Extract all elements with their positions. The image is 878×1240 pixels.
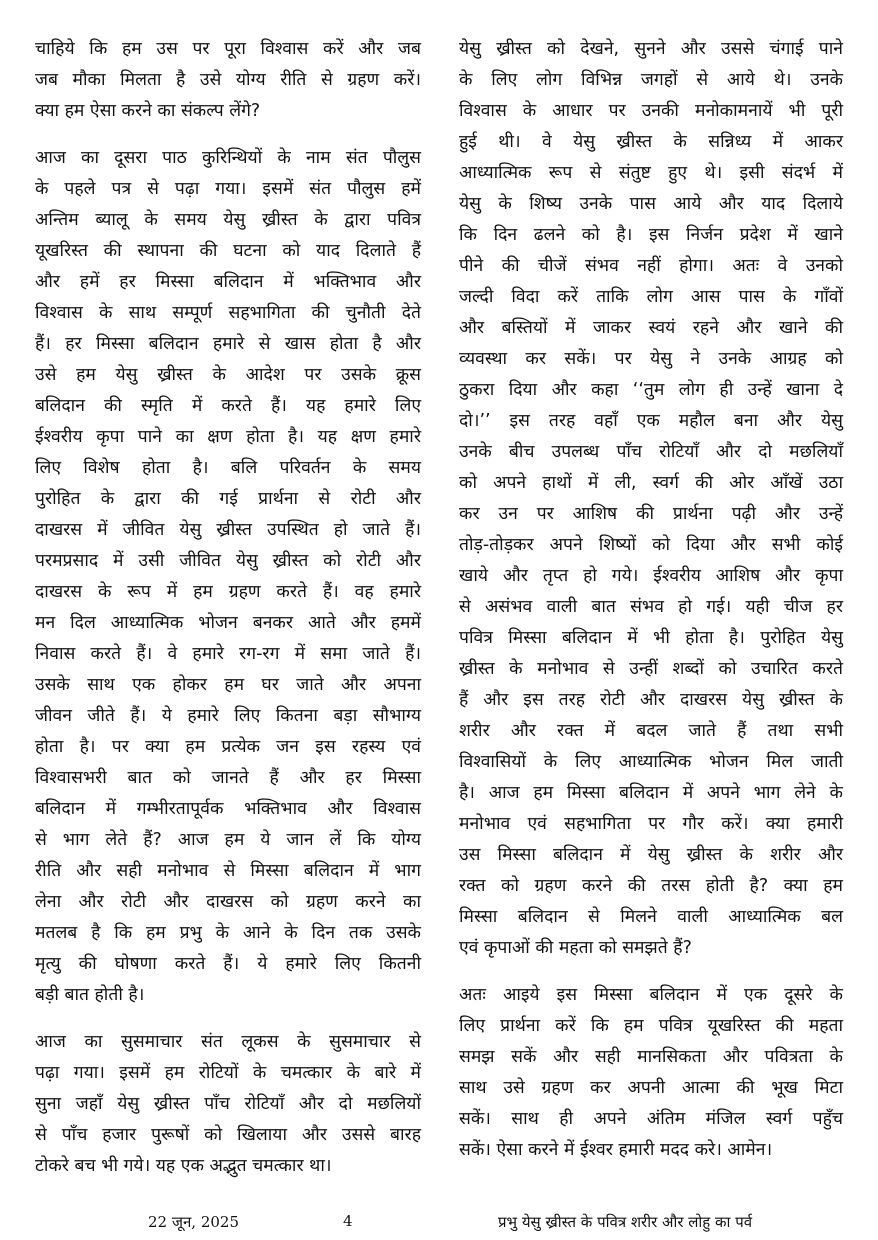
text-line: लिए प्रार्थना करें कि हम पवित्र यूखरिस्त की महता [459,1016,843,1036]
text-line: दाखरस के रूप में हम ग्रहण करते हैं। वह हमारे [35,582,421,602]
text-line: विश्वासभरी बात को जानते हैं और हर मिस्सा [35,768,421,788]
text-line: के पहले पत्र से पढ़ा गया। इसमें संत पौलुस हमें [35,179,421,199]
text-line: आज का सुसमाचार संत लूकस के सुसमाचार से [35,1032,421,1052]
text-line: और हमें हर मिस्सा बलिदान में भक्तिभाव और [35,272,421,292]
text-line: हुई थी। वे येसु ख्रीस्त के सन्निध्य में आकर [459,132,843,152]
text-line: आध्यात्मिक रूप से संतुष्ट हुए थे। इसी संदर्भ में [459,163,843,183]
text-line: और बस्तियों में जाकर स्वयं रहने और खाने की [459,318,843,338]
text-line: होता है। पर क्या हम प्रत्येक जन इस रहस्य एवं [35,737,421,757]
text-line: पवित्र मिस्सा बलिदान में भी होता है। पुरोहित येसु [459,628,843,648]
text-line: जीवन जीते हैं। ये हमारे लिए कितना बड़ा सौभाग्य [35,706,421,726]
text-line: को अपने हाथों में ली, स्वर्ग की ओर आँखें उठा [459,473,843,493]
text-line: बलिदान की स्मृति में करते हैं। यह हमारे लिए [35,396,421,416]
page-number: 4 [343,1212,353,1230]
text-line: से भाग लेते हैं? आज हम ये जान लें कि योग्य [35,830,421,850]
paragraph [459,980,843,1166]
text-line: मनोभाव एवं सहभागिता पर गौर करें। क्या हमारी [459,814,843,834]
right-column [459,34,843,1182]
text-line: के लिए लोग विभिन्न जगहों से आये थे। उनके [459,70,843,90]
text-line: लिए विशेष होता है। बलि परिवर्तन के समय [35,458,421,478]
text-line: रक्त को ग्रहण करने की तरस होती है? क्या हम [459,876,843,896]
text-line: उनके बीच उपलब्ध पाँच रोटियाँ और दो मछलियाँ [459,442,843,462]
text-line: टोकरे बच भी गये। यह एक अद्भुत चमत्कार था। [35,1156,332,1176]
text-line: जब मौका मिलता है उसे योग्य रीति से ग्रहण करें। [35,70,421,90]
footer-date: 22 जून, 2025 [148,1213,240,1231]
text-line: ख्रीस्त के मनोभाव से उन्हीं शब्दों को उचारित करते [459,659,843,679]
text-line: साथ उसे ग्रहण कर अपनी आत्मा की भूख मिटा [459,1078,843,1098]
text-line: तोड़-तोड़कर अपने शिष्यों को दिया और सभी कोई [459,535,843,555]
footer-title: प्रभु येसु ख्रीस्त के पवित्र शरीर और लोहु का पर्व [498,1213,753,1231]
text-line: ठुकरा दिया और कहा ‘‘तुम लोग ही उन्हें खाना दे [459,380,843,400]
text-line: येसु के शिष्य उनके पास आये और याद दिलाये [459,194,843,214]
left-column [35,34,421,1198]
text-line: यूखरिस्त की स्थापना की घटना को याद दिलाते हैं [35,241,421,261]
text-line: सकें। ऐसा करने में ईश्वर हमारी मदद करे। आमेन। [459,1140,773,1160]
text-line: मन दिल आध्यात्मिक भोजन बनकर आते और हममें [35,613,421,633]
text-line: उसके साथ एक होकर हम घर जाते और अपना [35,675,421,695]
text-line: विश्वासियों के लिए आध्यात्मिक भोजन मिल जाती [459,752,843,772]
paragraph [35,34,421,127]
text-line: रीति और सही मनोभाव से मिस्सा बलिदान में भाग [35,861,421,881]
text-line: हैं। हर मिस्सा बलिदान हमारे से खास होता है और [35,334,421,354]
text-line: उसे हम येसु ख्रीस्त के आदेश पर उसके क्रूस [35,365,421,385]
text-line: बलिदान में गम्भीरतापूर्वक भक्तिभाव और विश्वास [35,799,421,819]
text-line: मतलब है कि हम प्रभु के आने के दिन तक उसके [35,923,421,943]
text-line: दो।’’ इस तरह वहाँ एक महौल बना और येसु [459,411,843,431]
text-line: पीने की चीजें संभव नहीं होगा। अतः वे उनको [459,256,843,276]
text-line: अन्तिम ब्यालू के समय येसु ख्रीस्त के द्वारा पवित्र [35,210,421,230]
text-line: कि दिन ढलने को है। इस निर्जन प्रदेश में खाने [459,225,843,245]
text-line: सुना जहाँ येसु ख्रीस्त पाँच रोटियाँ और दो मछलियों [35,1094,421,1114]
text-line: ईश्वरीय कृपा पाने का क्षण होता है। यह क्षण हमारे [35,427,421,447]
text-line: दाखरस में जीवित येसु ख्रीस्त उपस्थित हो जाते हैं। [35,520,421,540]
text-line: लेना और रोटी और दाखरस को ग्रहण करने का [35,892,421,912]
text-line: समझ सकें और सही मानसिकता और पवित्रता के [459,1047,843,1067]
page-footer [0,1212,878,1236]
paragraph [35,1027,421,1182]
paragraph [459,34,843,964]
text-line: उस मिस्सा बलिदान में येसु ख्रीस्त के शरीर और [459,845,843,865]
text-line: परमप्रसाद में उसी जीवित येसु ख्रीस्त को रोटी और [35,551,421,571]
text-line: जल्दी विदा करें ताकि लोग आस पास के गाँवों [459,287,843,307]
text-line: बड़ी बात होती है। [35,985,145,1005]
text-line: मृत्यु की घोषणा करते हैं। ये हमारे लिए कितनी [35,954,421,974]
text-line: अतः आइये इस मिस्सा बलिदान में एक दूसरे के [459,985,843,1005]
text-line: येसु ख्रीस्त को देखने, सुनने और उससे चंगाई पाने [459,39,843,59]
text-line: पढ़ा गया। इसमें हम रोटियों के चमत्कार के बारे में [35,1063,421,1083]
text-line: आज का दूसरा पाठ कुरिन्थियों के नाम संत पौलुस [35,148,421,168]
text-line: खाये और तृप्त हो गये। ईश्वरीय आशिष और कृपा [459,566,843,586]
text-line: पुरोहित के द्वारा की गई प्रार्थना से रोटी और [35,489,421,509]
text-line: क्या हम ऐसा करने का संकल्प लेंगे? [35,101,261,121]
text-line: शरीर और रक्त में बदल जाते हैं तथा सभी [459,721,843,741]
text-line: हैं और इस तरह रोटी और दाखरस येसु ख्रीस्त के [459,690,843,710]
text-line: से असंभव वाली बात संभव हो गई। यही चीज हर [459,597,843,617]
text-line: निवास करते हैं। वे हमारे रग-रग में समा जाते हैं। [35,644,421,664]
text-line: है। आज हम मिस्सा बलिदान में अपने भाग लेने के [459,783,843,803]
paragraph [35,143,421,1011]
text-line: विश्वास के साथ सम्पूर्ण सहभागिता की चुनौती देते [35,303,421,323]
text-line: कर उन पर आशिष की प्रार्थना पढ़ी और उन्हें [459,504,843,524]
text-line: मिस्सा बलिदान से मिलने वाली आध्यात्मिक बल [459,907,843,927]
text-line: एवं कृपाओं की महता को समझते हैं? [459,938,692,958]
text-line: चाहिये कि हम उस पर पूरा विश्वास करें और जब [35,39,421,59]
text-line: सकें। साथ ही अपने अंतिम मंजिल स्वर्ग पहुँच [459,1109,843,1129]
text-line: विश्वास के आधार पर उनकी मनोकामनायें भी पूरी [459,101,843,121]
text-line: व्यवस्था कर सकें। पर येसु ने उनके आग्रह को [459,349,843,369]
text-line: से पाँच हजार पुरूषों को खिलाया और उससे बारह [35,1125,421,1145]
